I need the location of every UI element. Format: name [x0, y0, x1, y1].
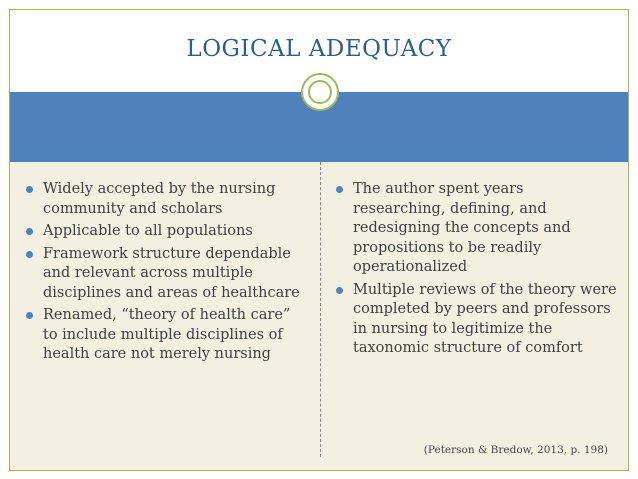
list-item — [24, 180, 309, 219]
bullet-dot-icon — [336, 287, 343, 294]
left-bullet-list — [24, 180, 309, 368]
list-item — [334, 180, 619, 278]
slide — [9, 9, 629, 471]
bullet-dot-icon — [336, 186, 343, 193]
bullet-dot-icon — [26, 312, 33, 319]
slide-title: LOGICAL ADEQUACY — [186, 36, 452, 62]
right-bullet-list — [334, 180, 619, 362]
bullet-text: Renamed, “theory of health care” to include multiple disciplines of health care not merely nursing — [43, 307, 291, 362]
bullet-text: Applicable to all populations — [43, 223, 253, 239]
double-circle-icon — [301, 73, 339, 111]
list-item — [24, 306, 309, 365]
bullet-dot-icon — [26, 186, 33, 193]
list-item — [334, 281, 619, 359]
bullet-text: Framework structure dependable and relevant across multiple disciplines and areas of healthcare — [43, 245, 300, 301]
bullet-text: The author spent years researching, defining, and redesigning the concepts and propositions to be readily operationalized — [353, 181, 571, 275]
bullet-dot-icon — [26, 251, 33, 258]
citation: (Peterson & Bredow, 2013, p. 198) — [423, 444, 608, 456]
list-item — [24, 245, 309, 304]
bullet-text: Multiple reviews of the theory were completed by peers and professors in nursing to legitimize the taxonomic structure of comfort — [353, 281, 617, 356]
column-divider — [320, 162, 321, 457]
bullet-text: Widely accepted by the nursing community and scholars — [43, 181, 276, 217]
bullet-dot-icon — [26, 228, 33, 235]
list-item — [24, 222, 309, 242]
